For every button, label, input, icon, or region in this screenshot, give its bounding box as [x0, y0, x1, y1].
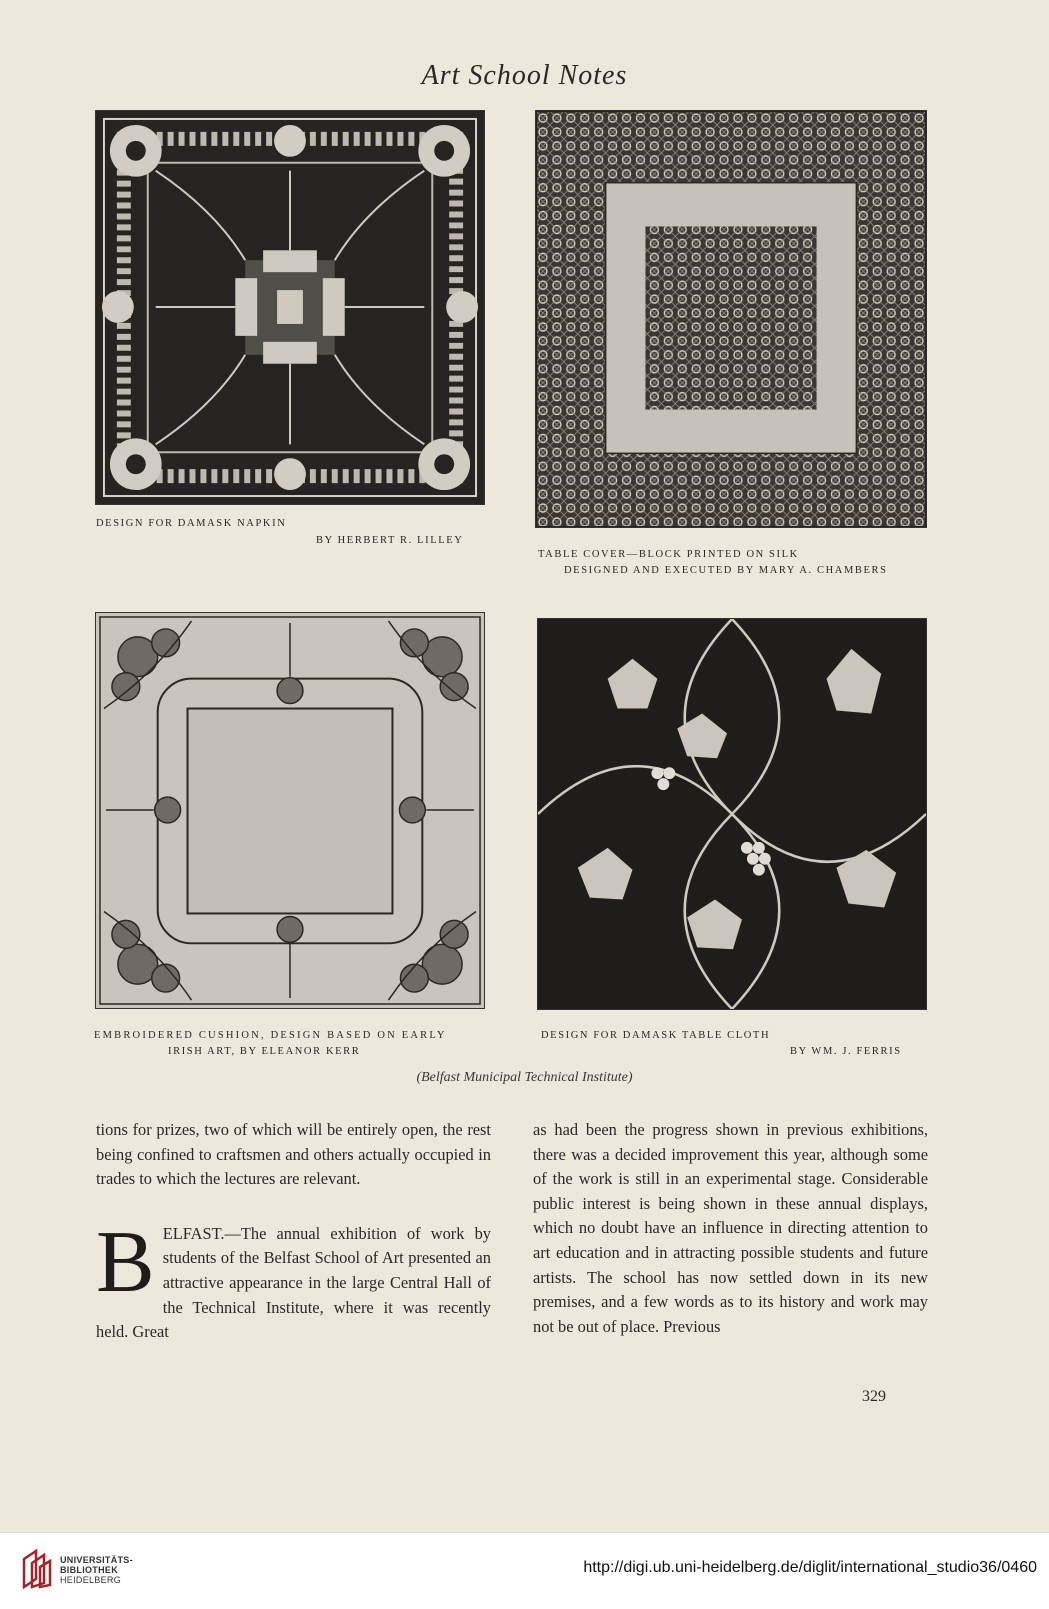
drop-cap: B [96, 1213, 155, 1311]
library-logo-icon [22, 1549, 52, 1589]
cushion-caption-title: EMBROIDERED CUSHION, DESIGN BASED ON EARLY [94, 1030, 447, 1041]
cushion-caption-author: IRISH ART, BY ELEANOR KERR [168, 1046, 361, 1057]
library-footer [0, 1532, 1049, 1609]
tablecover-caption-title: TABLE COVER—BLOCK PRINTED ON SILK [538, 549, 799, 560]
paragraph-belfast [96, 1213, 491, 1345]
table-cover-illustration [535, 110, 927, 528]
tablecloth-caption-author: BY WM. J. FERRIS [790, 1046, 902, 1057]
running-header: Art School Notes [421, 60, 628, 91]
napkin-design-illustration [95, 110, 485, 505]
table-cloth-illustration [537, 618, 927, 1010]
paragraph-gap [96, 1192, 491, 1222]
illustration-credit: (Belfast Municipal Technical Institute) [416, 1070, 633, 1085]
napkin-caption-author: BY HERBERT R. LILLEY [316, 535, 464, 546]
paragraph-belfast-text: ELFAST.—The annual exhibition of work by students of the Belfast School of Art presented an attractive appearance in the large Central Hall of the Technical Institute, where it was recently held. Great [96, 1223, 491, 1342]
page-number: 329 [862, 1388, 886, 1405]
source-url-link[interactable]: http://digi.ub.uni-heidelberg.de/diglit/international_studio36/0460 [583, 1559, 1037, 1576]
napkin-caption-title: DESIGN FOR DAMASK NAPKIN [96, 518, 287, 529]
text-column-right [533, 1118, 928, 1339]
tablecloth-caption-title: DESIGN FOR DAMASK TABLE CLOTH [541, 1030, 771, 1041]
library-name-line2: BIBLIOTHEK [60, 1565, 118, 1575]
text-column-left [96, 1118, 491, 1345]
paragraph-progress: as had been the progress shown in previous exhibitions, there was a decided improvement this year, although some of the work is still in an experimental stage. Considerable public interest is being shown in these annual displays, which no doubt have an influence in directing attention to art education and in attracting possible students and future artists. The school has now settled down in its new premises, and a few words as to its history and work may not be out of place. Previous [533, 1120, 928, 1336]
paragraph-prizes: tions for prizes, two of which will be entirely open, the rest being confined to craftsmen and others actually occupied in trades to which the lectures are relevant. [96, 1120, 491, 1189]
library-name-line1: UNIVERSITÄTS- [60, 1555, 133, 1565]
library-name [60, 1555, 133, 1585]
embroidered-cushion-illustration [95, 612, 485, 1009]
tablecover-caption-author: DESIGNED AND EXECUTED BY MARY A. CHAMBERS [564, 565, 888, 576]
library-name-line3: HEIDELBERG [60, 1575, 122, 1585]
